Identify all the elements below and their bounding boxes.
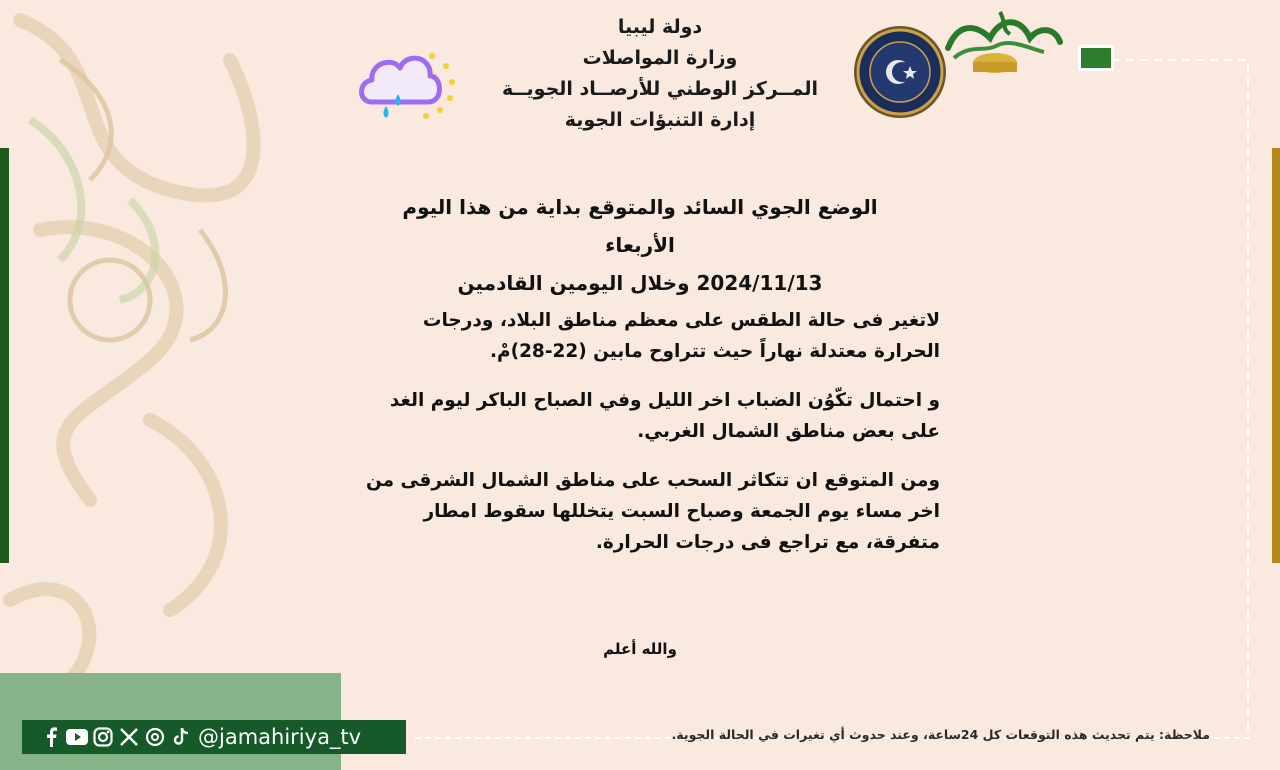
social-bar: [22, 720, 406, 754]
header-center: المــركز الوطني للأرصــاد الجويــة: [502, 78, 818, 100]
left-accent-bar: [0, 148, 9, 563]
threads-icon[interactable]: [144, 726, 166, 748]
dashed-frame: [1110, 58, 1250, 738]
header-ministry: وزارة المواصلات: [582, 47, 738, 69]
closing-phrase: والله أعلم: [603, 640, 677, 658]
forecast-paragraph-2: و احتمال تكّوُن الضباب اخر الليل وفي الصباح الباكر ليوم الغد على بعض مناطق الشمال الغربي.: [389, 390, 940, 442]
forecast-body: [355, 305, 940, 576]
x-icon[interactable]: [118, 726, 140, 748]
forecast-paragraph-3: ومن المتوقع ان تتكاثر السحب على مناطق الشمال الشرقى من اخر مساء يوم الجمعة وصباح السبت يتخللها سقوط امطار متفرقة، مع تراجع فى درجات الحرارة.: [365, 470, 940, 553]
tiktok-icon[interactable]: [170, 726, 192, 748]
report-title: [380, 188, 900, 302]
right-accent-bar: [1272, 148, 1280, 563]
forecast-paragraph-1: لاتغير فى حالة الطقس على معظم مناطق البلاد، ودرجات الحرارة معتدلة نهاراً حيث تتراوح مابين (22-28)مْ.: [422, 310, 940, 362]
jamahiriya-logo: [940, 8, 1070, 78]
libya-seal-icon: [852, 24, 948, 120]
title-line-2: 2024/11/13 وخلال اليومين القادمين: [457, 271, 823, 295]
flag-icon: [1078, 45, 1114, 71]
update-note: ملاحظة: يتم تحديث هذه التوقعات كل 24ساعة، وعند حدوث أي تغيرات في الحالة الجوية.: [671, 727, 1210, 742]
header-country: دولة ليبيا: [617, 16, 703, 38]
header-department: إدارة التنبؤات الجوية: [564, 109, 756, 131]
header-block: [460, 12, 860, 136]
social-handle[interactable]: @jamahiriya_tv: [198, 725, 362, 749]
cloud-rain-sun-icon: [352, 44, 464, 128]
title-line-1: الوضع الجوي السائد والمتوقع بداية من هذا اليوم الأربعاء: [402, 195, 878, 257]
youtube-icon[interactable]: [66, 726, 88, 748]
calligraphy-decoration: [0, 0, 300, 700]
facebook-icon[interactable]: [40, 726, 62, 748]
instagram-icon[interactable]: [92, 726, 114, 748]
